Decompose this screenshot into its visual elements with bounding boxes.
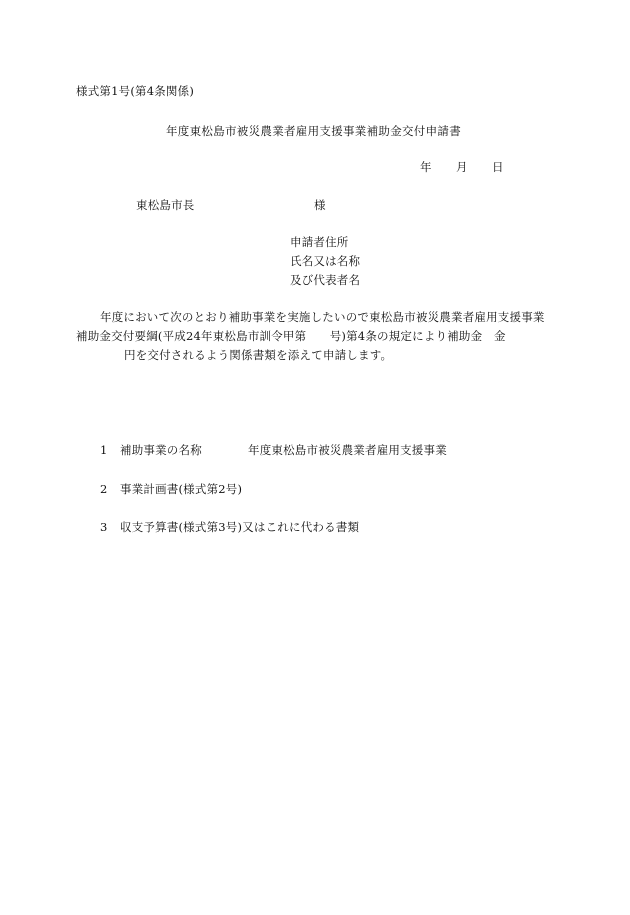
addressee-honorific: 様: [314, 198, 326, 212]
item-number: 1: [100, 443, 108, 457]
item-number: 3: [100, 520, 108, 534]
item-label-business-plan: 事業計画書(様式第2号): [120, 482, 243, 496]
item-number: 2: [100, 482, 108, 496]
document-title: 年度東松島市被災農業者雇用支援事業補助金交付申請書: [166, 124, 461, 138]
body-text-line-2: 補助金交付要綱(平成24年東松島市訓令甲第 号)第4条の規定により補助金 金: [76, 329, 506, 343]
body-text-line-3: 円を交付されるよう関係書類を添えて申請します。: [124, 348, 393, 362]
date-year-label: 年: [420, 160, 432, 174]
date-month-label: 月: [456, 160, 468, 174]
item-label-project-name: 補助事業の名称: [120, 443, 202, 457]
date-day-label: 日: [492, 160, 504, 174]
addressee-name: 東松島市長: [136, 198, 195, 212]
applicant-representative-label: 及び代表者名: [290, 273, 361, 287]
applicant-name-label: 氏名又は名称: [290, 254, 361, 268]
body-text-line-1: 年度において次のとおり補助事業を実施したいので東松島市被災農業者雇用支援事業: [100, 310, 545, 324]
applicant-address-label: 申請者住所: [290, 235, 349, 249]
item-label-budget: 収支予算書(様式第3号)又はこれに代わる書類: [120, 520, 360, 534]
form-number: 様式第1号(第4条関係): [76, 84, 195, 98]
item-value-project-name: 年度東松島市被災農業者雇用支援事業: [248, 443, 447, 457]
